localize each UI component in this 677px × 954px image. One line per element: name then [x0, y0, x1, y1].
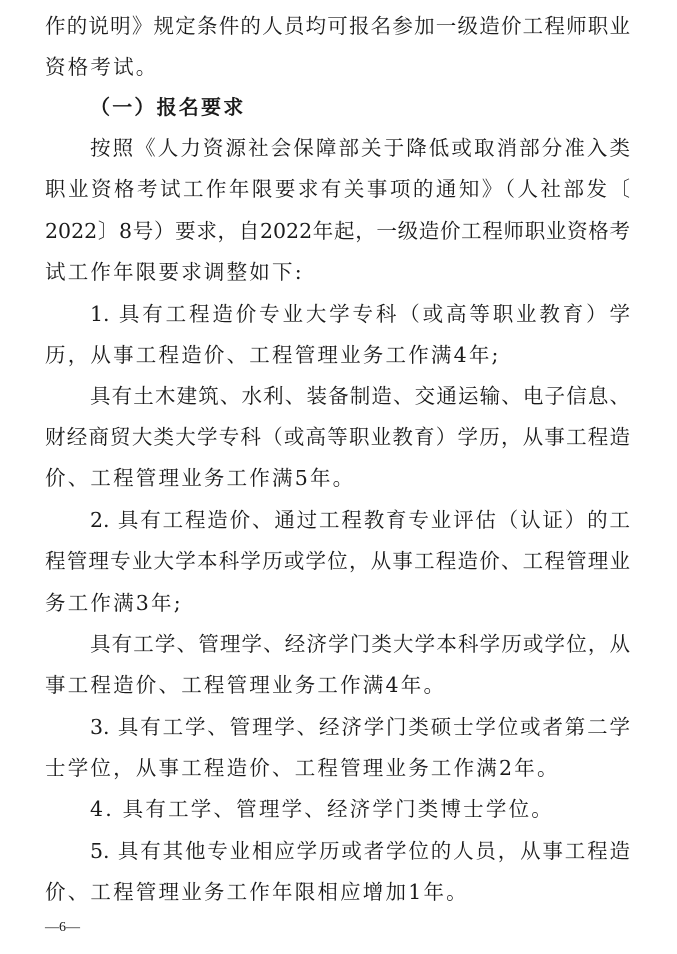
text-line: 历，从事工程造价、工程管理业务工作满4年;	[45, 343, 501, 367]
text-line: 4. 具有工学、管理学、经济学门类博士学位。	[90, 797, 554, 821]
page-number: —6—	[45, 920, 80, 935]
text-line: 财经商贸大类大学专科（或高等职业教育）学历，从事工程造	[45, 425, 630, 449]
text-line: 2022〕8号）要求，自2022年起，一级造价工程师职业资格考	[45, 219, 630, 243]
text-line: 事工程造价、工程管理业务工作满4年。	[45, 673, 447, 697]
text-line: 1. 具有工程造价专业大学专科（或高等职业教育）学	[90, 302, 630, 326]
text-line: 2. 具有工程造价、通过工程教育专业评估（认证）的工	[90, 508, 630, 532]
text-line: 务工作满3年;	[45, 591, 183, 615]
text-line: 程管理专业大学本科学历或学位，从事工程造价、工程管理业	[45, 549, 630, 573]
section-heading: （一）报名要求	[90, 95, 246, 119]
text-line: 3. 具有工学、管理学、经济学门类硕士学位或者第二学	[90, 715, 630, 739]
text-line: 作的说明》规定条件的人员均可报名参加一级造价工程师职业	[45, 14, 630, 38]
text-line: 资格考试。	[45, 55, 159, 79]
text-line: 价、工程管理业务工作满5年。	[45, 466, 356, 490]
text-line: 士学位，从事工程造价、工程管理业务工作满2年。	[45, 756, 560, 780]
text-line: 职业资格考试工作年限要求有关事项的通知》（人社部发〔	[45, 177, 630, 201]
text-line: 按照《人力资源社会保障部关于降低或取消部分准入类	[90, 136, 630, 160]
text-line: 试工作年限要求调整如下:	[45, 260, 304, 284]
text-line: 具有土木建筑、水利、装备制造、交通运输、电子信息、	[90, 384, 630, 408]
text-line: 5. 具有其他专业相应学历或者学位的人员，从事工程造	[90, 839, 630, 863]
text-line: 价、工程管理业务工作年限相应增加1年。	[45, 880, 469, 904]
text-line: 具有工学、管理学、经济学门类大学本科学历或学位，从	[90, 632, 630, 656]
